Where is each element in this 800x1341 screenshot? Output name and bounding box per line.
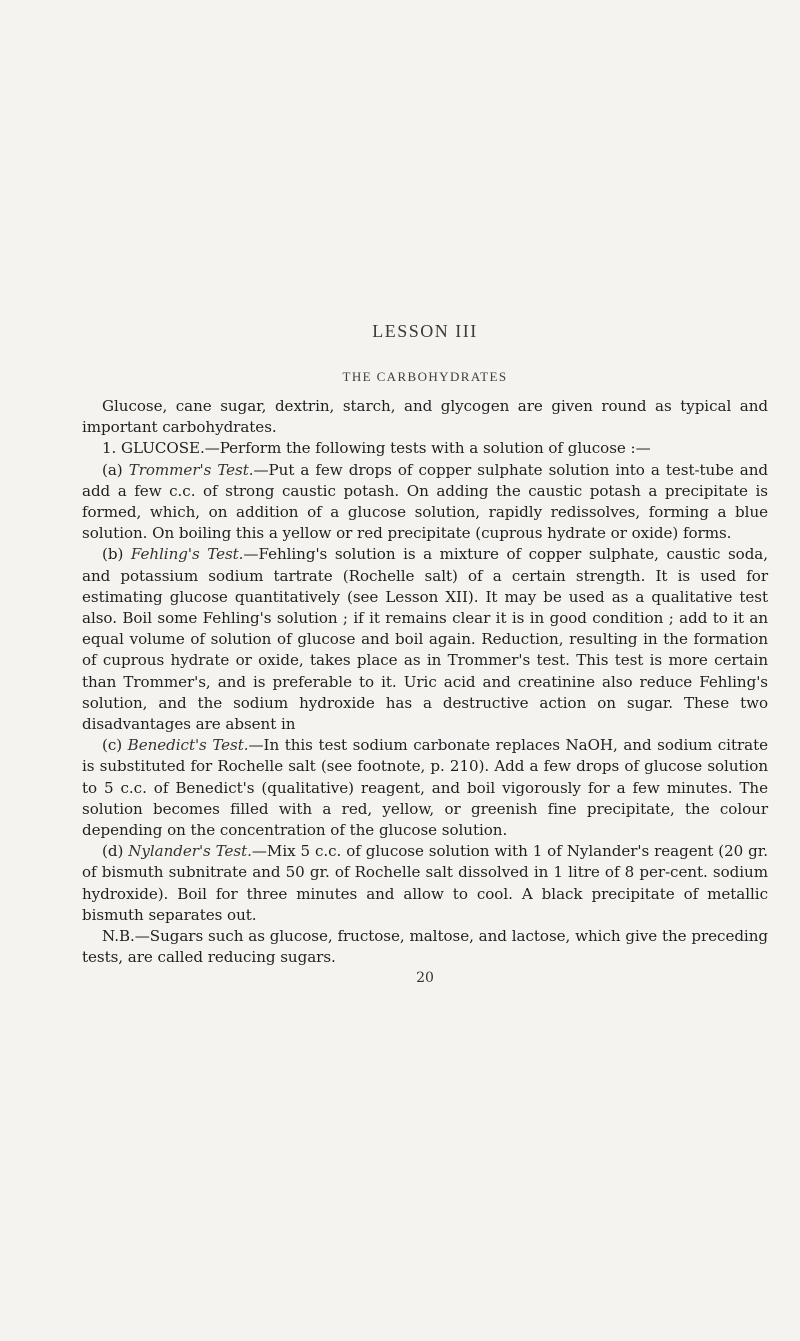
test-d-paragraph	[82, 841, 768, 926]
book-page	[82, 318, 768, 987]
test-b-name: Fehling's Test.	[130, 545, 244, 564]
page-number: 20	[416, 970, 434, 987]
test-b-text: —Fehling's solution is a mixture of copper sulphate, caustic soda, and potassium sodium tartrate (Rochelle salt) of a certain strength. It is used for estimating glucose quantitatively (see Lesson XII). It may be used as a qualitative test also. Boil some Fehling's solution ; if it remains clear it is in good condition ; add to it an equal volume of solution of glucose and boil again. Reduction, resulting in the formation of cuprous hydrate or oxide, takes place as in Trommer's test. This test is more certain than Trommer's, and is preferable to it. Uric acid and creatinine also reduce Fehling's solution, and the sodium hydroxide has a destructive action on sugar. These two disadvantages are absent in	[82, 545, 769, 734]
test-b-label: (b)	[102, 545, 124, 564]
test-c-paragraph	[82, 735, 768, 841]
test-b-paragraph	[82, 544, 768, 735]
test-a-label: (a)	[102, 460, 123, 479]
test-c-text: —In this test sodium carbonate replaces NaOH, and sodium citrate is substituted for Rochelle salt (see footnote, p. 210). Add a few drops of glucose solution to 5 c.c. of Benedict's (qualitative) reagent, and boil vigorously for a few minutes. The solution becomes filled with a red, yellow, or greenish fine precipitate, the colour depending on the concentration of the glucose solution.	[82, 736, 768, 840]
test-a-text: —Put a few drops of copper sulphate solution into a test-tube and add a few c.c. of strong caustic potash. On adding the caustic potash a precipitate is formed, which, on addition of a glucose solution, rapidly redissolves, forming a blue solution. On boiling this a yellow or red precipitate (cuprous hydrate or oxide) forms.	[82, 460, 768, 543]
chapter-title: THE CARBOHYDRATES	[342, 369, 508, 384]
test-a-paragraph	[82, 460, 768, 545]
test-d-name: Nylander's Test.	[128, 842, 252, 861]
test-c-name: Benedict's Test.	[127, 736, 249, 755]
test-c-label: (c)	[102, 736, 123, 755]
test-d-label: (d)	[102, 842, 124, 861]
glucose-heading: 1. GLUCOSE.—Perform the following tests with a solution of glucose :—	[102, 439, 651, 458]
note-paragraph: N.B.—Sugars such as glucose, fructose, maltose, and lactose, which give the preceding tests, are called reducing sugars.	[82, 927, 768, 967]
lesson-title: LESSON III	[372, 321, 478, 341]
intro-paragraph: Glucose, cane sugar, dextrin, starch, and glycogen are given round as typical and important carbohydrates.	[82, 397, 768, 437]
test-a-name: Trommer's Test.	[128, 460, 254, 479]
test-d-text: —Mix 5 c.c. of glucose solution with 1 of Nylander's reagent (20 gr. of bismuth subnitrate and 50 gr. of Rochelle salt dissolved in 1 litre of 8 per-cent. sodium hydroxide). Boil for three minutes and allow to cool. A black precipitate of metallic bismuth separates out.	[82, 842, 769, 924]
